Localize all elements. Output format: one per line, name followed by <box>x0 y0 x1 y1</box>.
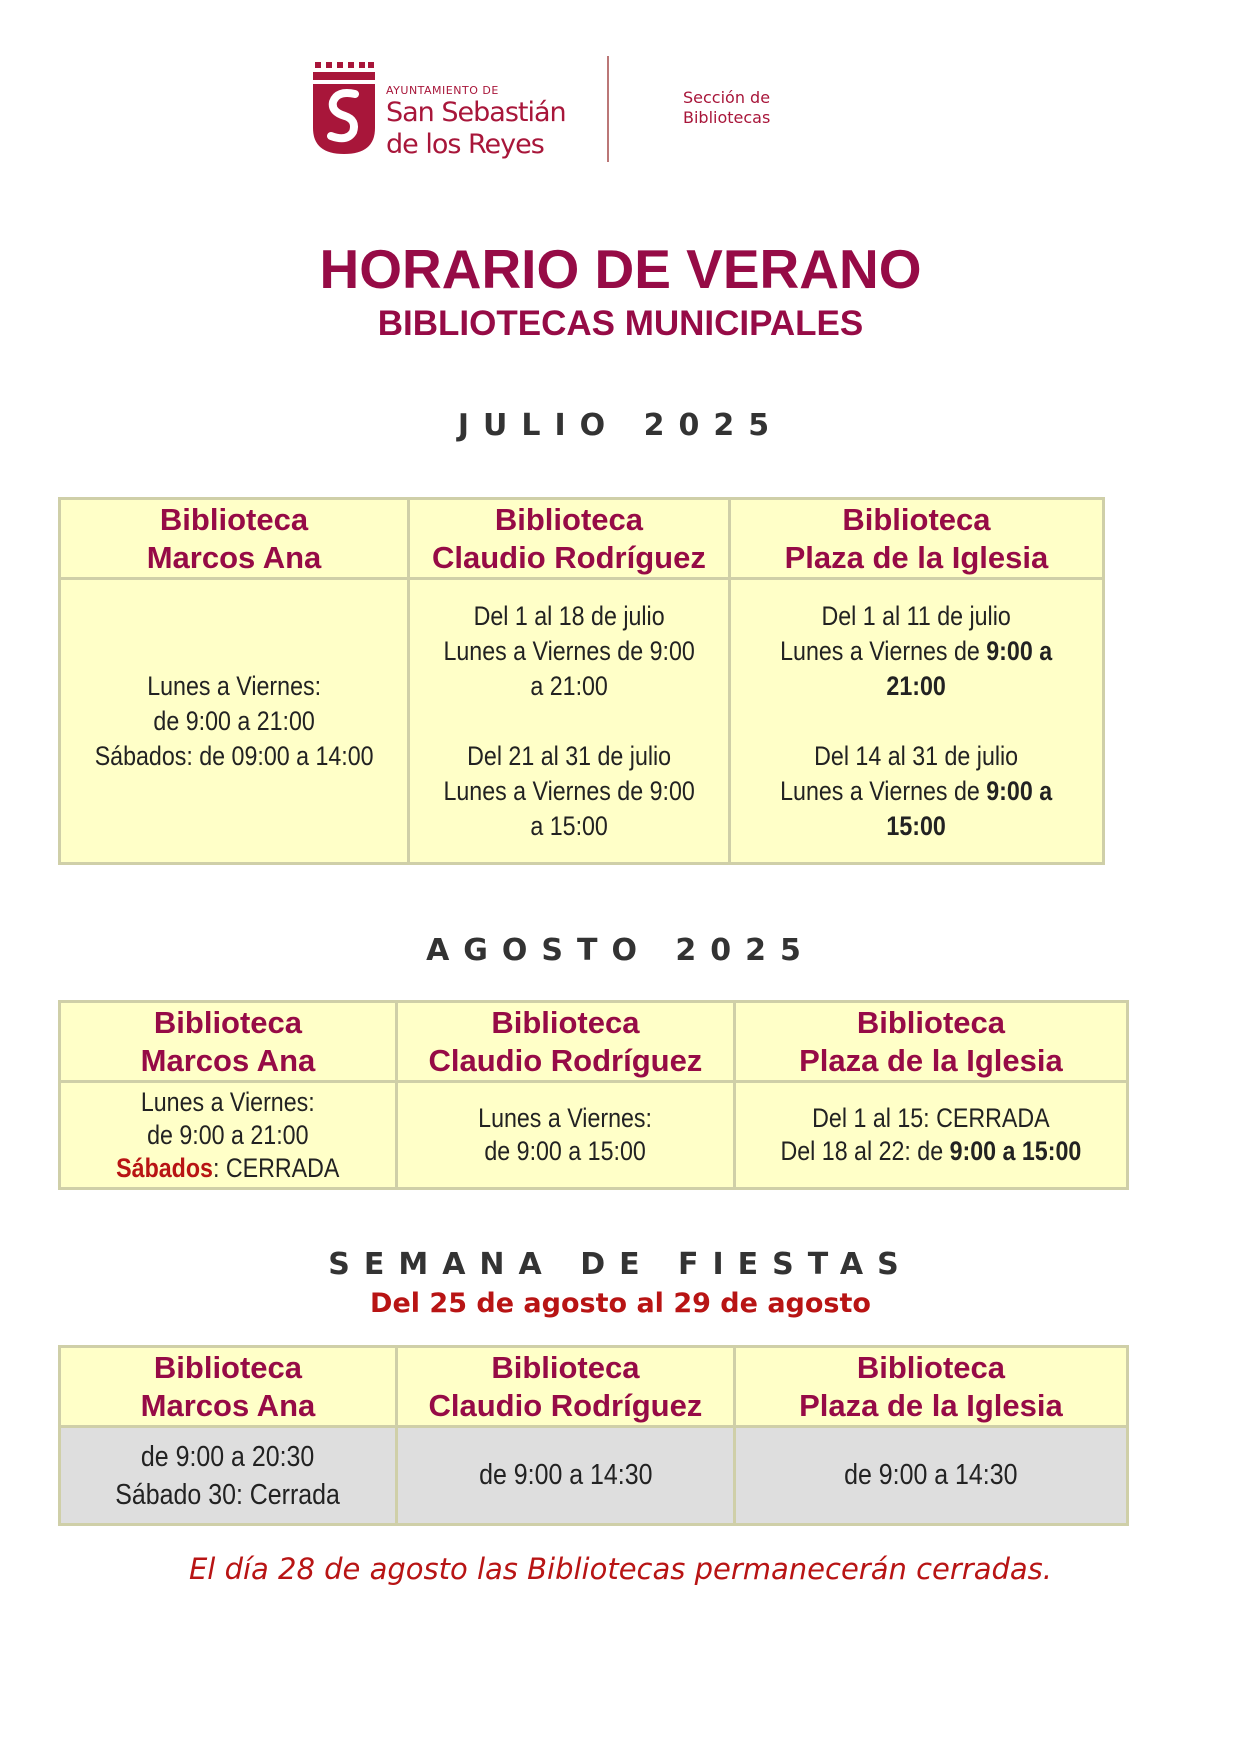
library-header-plaza: Biblioteca Plaza de la Iglesia <box>729 499 1103 579</box>
library-header-marcos: Biblioteca Marcos Ana <box>60 499 409 579</box>
agosto-marcos-hours: Lunes a Viernes: de 9:00 a 21:00 Sábados: CERRADA <box>60 1082 397 1189</box>
library-header-marcos: Biblioteca Marcos Ana <box>60 1002 397 1082</box>
julio-plaza-hours: Del 1 al 11 de julio Lunes a Viernes de 9:00 a 21:00 Del 14 al 31 de julio Lunes a Viernes de 9:00 a 15:00 <box>729 579 1103 864</box>
agosto-table <box>58 1000 1129 1190</box>
table-row <box>60 1427 1128 1525</box>
library-header-plaza: Biblioteca Plaza de la Iglesia <box>734 1002 1127 1082</box>
agosto-heading: AGOSTO 2025 <box>426 933 815 968</box>
library-header-plaza: Biblioteca Plaza de la Iglesia <box>734 1347 1127 1427</box>
agosto-claudio-hours: Lunes a Viernes: de 9:00 a 15:00 <box>396 1082 734 1189</box>
fiestas-marcos-hours: de 9:00 a 20:30 Sábado 30: Cerrada <box>60 1427 397 1525</box>
julio-heading: JULIO 2025 <box>457 408 784 443</box>
section-line2: Bibliotecas <box>683 108 771 127</box>
page-title: HORARIO DE VERANO <box>319 238 922 300</box>
logo-line2: San Sebastián <box>386 97 566 128</box>
closure-note: El día 28 de agosto las Bibliotecas permanecerán cerradas. <box>188 1552 1053 1586</box>
table-header-row <box>60 1347 1128 1427</box>
table-row <box>60 1082 1128 1189</box>
section-line1: Sección de <box>683 88 771 107</box>
page-subtitle: BIBLIOTECAS MUNICIPALES <box>377 304 864 343</box>
library-header-claudio: Biblioteca Claudio Rodríguez <box>396 1002 734 1082</box>
fiestas-plaza-hours: de 9:00 a 14:30 <box>734 1427 1127 1525</box>
page-header <box>313 56 793 166</box>
fiestas-heading: SEMANA DE FIESTAS <box>328 1247 913 1282</box>
section-label <box>683 88 770 128</box>
table-header-row <box>60 499 1104 579</box>
city-logo-icon <box>313 62 375 163</box>
logo-line1: AYUNTAMIENTO DE <box>386 84 499 97</box>
logo-line3: de los Reyes <box>386 129 544 160</box>
city-logo-text <box>386 84 566 161</box>
agosto-plaza-hours: Del 1 al 15: CERRADA Del 18 al 22: de 9:00 a 15:00 <box>734 1082 1127 1189</box>
header-divider <box>607 56 609 162</box>
library-header-claudio: Biblioteca Claudio Rodríguez <box>396 1347 734 1427</box>
fiestas-table <box>58 1345 1129 1526</box>
fiestas-dates: Del 25 de agosto al 29 de agosto <box>370 1288 871 1319</box>
julio-marcos-hours: Lunes a Viernes: de 9:00 a 21:00 Sábados: de 09:00 a 14:00 <box>60 579 409 864</box>
library-header-marcos: Biblioteca Marcos Ana <box>60 1347 397 1427</box>
julio-table <box>58 497 1105 865</box>
julio-claudio-hours: Del 1 al 18 de julio Lunes a Viernes de 9:00 a 21:00 Del 21 al 31 de julio Lunes a Viernes de 9:00 a 15:00 <box>409 579 730 864</box>
table-row <box>60 579 1104 864</box>
library-header-claudio: Biblioteca Claudio Rodríguez <box>409 499 730 579</box>
table-header-row <box>60 1002 1128 1082</box>
fiestas-claudio-hours: de 9:00 a 14:30 <box>396 1427 734 1525</box>
